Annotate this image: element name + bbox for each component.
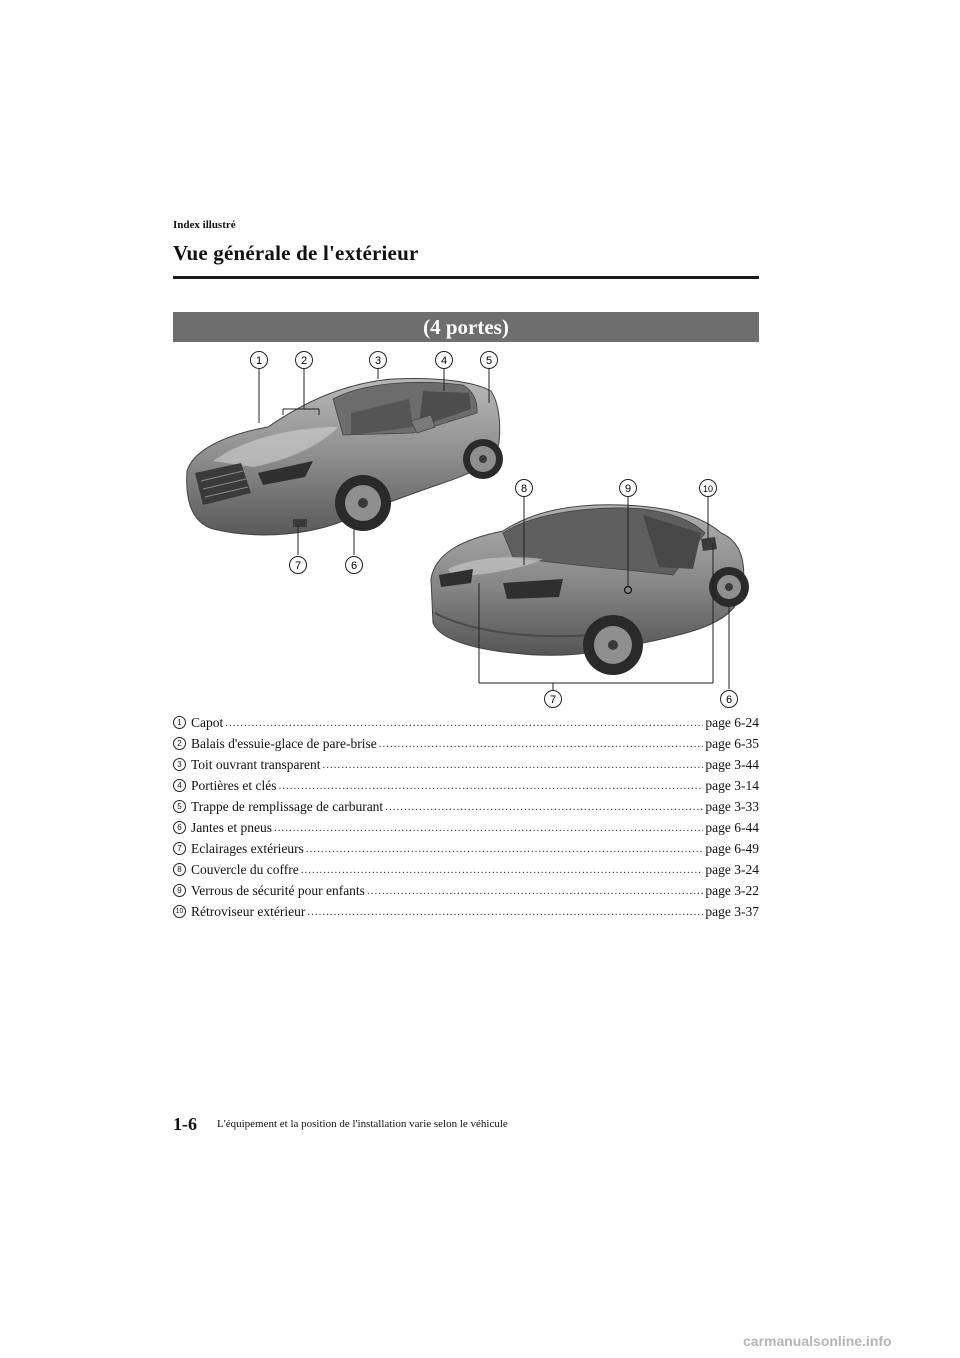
page-reference: page 6-49: [705, 840, 759, 856]
legend-number: 6: [173, 821, 186, 834]
legend-item-balais[interactable]: [173, 733, 759, 754]
dot-leader: [301, 864, 704, 876]
legend-item-capot[interactable]: [173, 712, 759, 733]
section-label: Index illustré: [173, 219, 236, 231]
dot-leader: [278, 780, 703, 792]
page-title: Vue générale de l'extérieur: [173, 241, 419, 265]
page-reference: page 3-24: [705, 861, 759, 877]
page-reference: page 6-44: [705, 819, 759, 835]
legend-number: 7: [173, 842, 186, 855]
legend-label: Couvercle du coffre: [191, 861, 299, 877]
svg-text:5: 5: [485, 355, 493, 367]
legend-label: Verrous de sécurité pour enfants: [191, 882, 365, 898]
page-reference: page 3-37: [705, 903, 759, 919]
legend-item-toit[interactable]: [173, 754, 759, 775]
svg-text:6: 6: [350, 560, 358, 572]
legend-number: 10: [173, 905, 186, 918]
svg-text:2: 2: [300, 355, 308, 367]
callout-1: [251, 352, 268, 369]
page-reference: page 3-22: [705, 882, 759, 898]
page-reference: page 3-44: [705, 756, 759, 772]
legend-label: Eclairages extérieurs: [191, 840, 304, 856]
legend-item-portieres[interactable]: [173, 775, 759, 796]
page-reference: page 3-33: [705, 798, 759, 814]
svg-text:8: 8: [520, 483, 528, 495]
svg-text:10: 10: [702, 484, 714, 494]
variant-banner: (4 portes): [173, 312, 759, 342]
callout-6-front: [346, 557, 363, 574]
svg-text:7: 7: [294, 560, 302, 572]
legend-label: Portières et clés: [191, 777, 277, 793]
legend-item-jantes[interactable]: [173, 817, 759, 838]
page-number: 1-6: [173, 1114, 197, 1134]
callout-10: [700, 480, 717, 497]
dot-leader: [225, 717, 703, 729]
page-reference: page 6-35: [705, 735, 759, 751]
callout-4: [436, 352, 453, 369]
svg-text:6: 6: [725, 694, 733, 706]
legend-number: 3: [173, 758, 186, 771]
legend-item-couvercle[interactable]: [173, 859, 759, 880]
legend-item-verrous[interactable]: [173, 880, 759, 901]
callout-7-rear: [545, 691, 562, 708]
callout-8: [516, 480, 533, 497]
legend-label: Balais d'essuie-glace de pare-brise: [191, 735, 377, 751]
legend-number: 9: [173, 884, 186, 897]
legend-item-trappe[interactable]: [173, 796, 759, 817]
dot-leader: [385, 801, 703, 813]
legend-item-eclairages[interactable]: [173, 838, 759, 859]
callout-3: [370, 352, 387, 369]
svg-text:3: 3: [374, 355, 382, 367]
legend-label: Capot: [191, 714, 224, 730]
legend-number: 2: [173, 737, 186, 750]
front-car-image: [187, 379, 503, 535]
svg-text:1: 1: [255, 355, 263, 367]
dot-leader: [307, 906, 703, 918]
parts-legend: [173, 712, 759, 922]
legend-label: Rétroviseur extérieur: [191, 903, 306, 919]
footer-note: L'équipement et la position de l'installation varie selon le véhicule: [217, 1118, 508, 1130]
svg-text:9: 9: [624, 483, 632, 495]
legend-number: 8: [173, 863, 186, 876]
dot-leader: [306, 843, 704, 855]
legend-label: Jantes et pneus: [191, 819, 272, 835]
callout-6-rear: [721, 691, 738, 708]
callout-9: [620, 480, 637, 497]
dot-leader: [367, 885, 703, 897]
dot-leader: [379, 738, 704, 750]
legend-number: 1: [173, 716, 186, 729]
svg-text:4: 4: [440, 355, 448, 367]
dot-leader: [274, 822, 703, 834]
page-reference: page 3-14: [705, 777, 759, 793]
legend-label: Trappe de remplissage de carburant: [191, 798, 384, 814]
page-reference: page 6-24: [705, 714, 759, 730]
car-illustration: [173, 343, 759, 708]
legend-number: 5: [173, 800, 186, 813]
legend-number: 4: [173, 779, 186, 792]
callout-2: [296, 352, 313, 369]
callout-7-front: [290, 557, 307, 574]
title-divider: [173, 276, 759, 279]
legend-label: Toit ouvrant transparent: [191, 756, 321, 772]
callout-5: [481, 352, 498, 369]
watermark[interactable]: carmanualsonline.info: [743, 1333, 892, 1349]
dot-leader: [323, 759, 704, 771]
svg-text:7: 7: [549, 694, 557, 706]
legend-item-retroviseur[interactable]: [173, 901, 759, 922]
